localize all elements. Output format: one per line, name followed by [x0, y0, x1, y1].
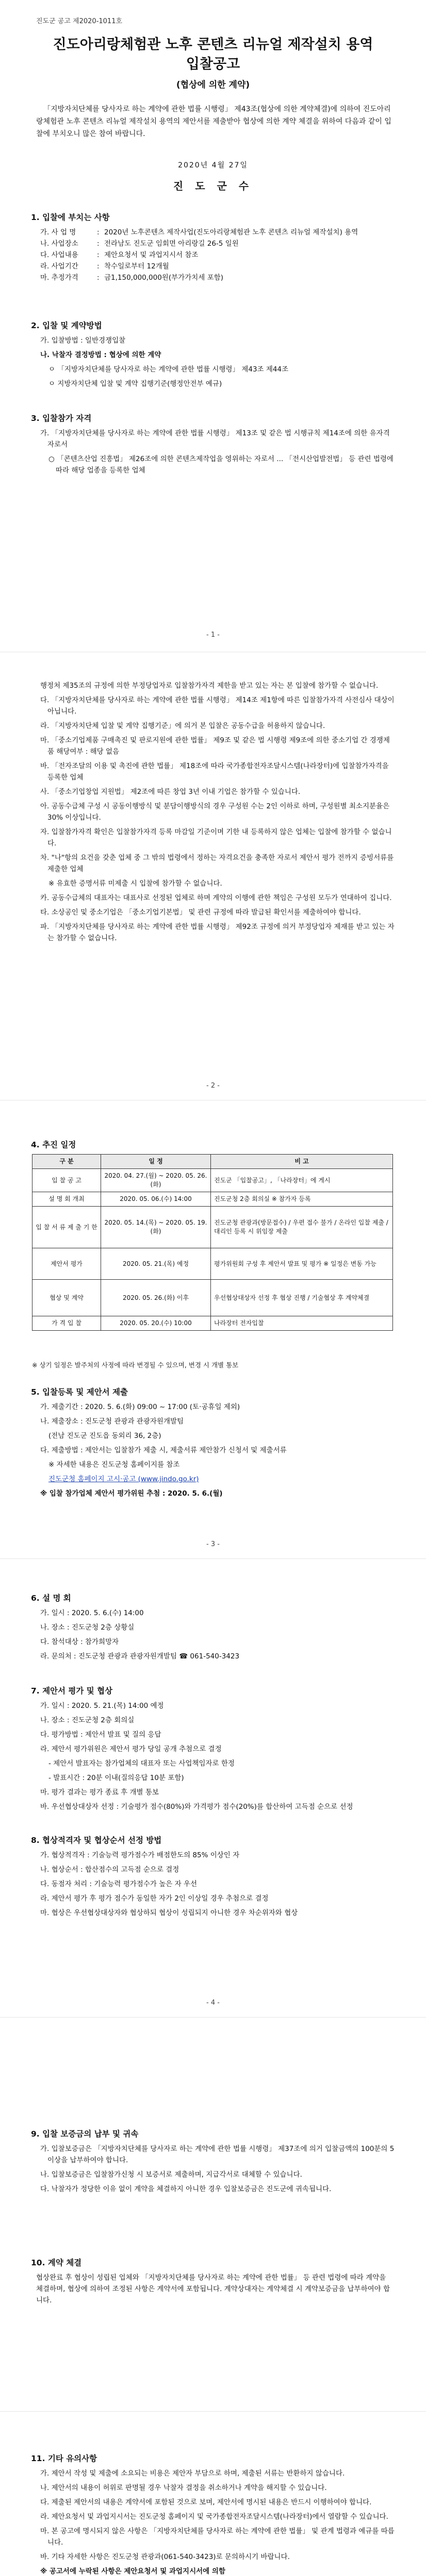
list-item: 나. 장소 : 진도군청 2층 회의실 [40, 1716, 135, 1724]
column-header: 일 정 [101, 1155, 211, 1169]
column-header: 구 분 [32, 1155, 101, 1169]
section-10-title: 10. 계약 체결 [31, 2258, 82, 2267]
list-item: 가. 「지방자치단체를 당사자로 하는 계약에 관한 법률 시행령」 제13조 및 같은 법 시행규칙 제14조에 의한 유자격자로서 [40, 429, 390, 449]
section-8-title: 8. 협상적격자 및 협상순서 선정 방법 [31, 1836, 162, 1845]
section-11-list [40, 2468, 396, 2576]
section-9-list [40, 2143, 396, 2198]
section-5-list [40, 1401, 396, 1502]
list-item: 가. 입찰보증금은 「지방자치단체를 당사자로 하는 계약에 관한 법률 시행령」 제37조에 의거 입찰금액의 100분의 5 이상을 납부하여야 합니다. [40, 2145, 395, 2164]
document-subtitle: (협상에 의한 계약) [176, 80, 250, 90]
list-item: 나. 사업장소 : 전라남도 진도군 임회면 아리랑길 26-5 일원 [40, 240, 239, 248]
table-cell: 진도군청 관광과(방문접수) / 우편 접수 불가 / 온라인 입찰 제출 / 대리인 등록 시 위임장 제출 [211, 1207, 393, 1248]
list-item: 나. 제안서의 내용이 허위로 판명될 경우 낙찰자 결정을 취소하거나 계약을 해지할 수 있습니다. [40, 2484, 327, 2492]
table-cell: 나라장터 전자입찰 [211, 1316, 393, 1331]
list-item: 가. 제안서 작성 및 제출에 소요되는 비용은 제안자 부담으로 하며, 제출된 서류는 반환하지 않습니다. [40, 2469, 345, 2478]
table-row [32, 1280, 393, 1316]
list-item: 나. 장소 : 진도군청 2층 상황실 [40, 1623, 135, 1632]
list-item: 바. 「전자조달의 이용 및 촉진에 관한 법률」 제18조에 따라 국가종합전자조달시스템(나라장터)에 입찰참가자격을 등록한 업체 [40, 762, 389, 782]
section-7-list [40, 1700, 396, 1816]
list-item: 가. 협상적격자 : 기술능력 평가점수가 배점한도의 85% 이상인 자 [40, 1851, 240, 1859]
list-item: 바. 기타 자세한 사항은 진도군청 관광과(061-540-3423)로 문의하시기 바랍니다. [40, 2553, 290, 2561]
table-row [32, 1248, 393, 1280]
final-note: ※ 공고서에 누락된 사항은 제안요청서 및 과업지시서에 의함 [40, 2567, 226, 2575]
section-6-list [40, 1607, 396, 1665]
list-item: 다. 참석대상 : 참가희망자 [40, 1638, 119, 1646]
title-line-1: 진도아리랑체험관 노후 콘텐츠 리뉴얼 제작설치 용역 [53, 37, 373, 53]
list-item: 다. 「지방자치단체를 당사자로 하는 계약에 관한 법률 시행령」 제14조 제1항에 따른 입찰참가자격 사전심사 대상이 아닙니다. [40, 696, 395, 716]
page-number: - 4 - [206, 1999, 220, 2007]
list-item: - 제안서 발표자는 참가업체의 대표자 또는 사업책임자로 한정 [48, 1759, 235, 1768]
list-item: 자. 입찰참가자격 확인은 입찰참가자격 등록 마감일 기준이며 기한 내 등록하지 않은 업체는 입찰에 참가할 수 없습니다. [40, 828, 392, 848]
table-header-row [32, 1155, 393, 1169]
list-item: 마. 「중소기업제품 구매촉진 및 판로지원에 관한 법률」 제9조 및 같은 법 시행령 제9조에 의한 중소기업 간 경쟁제품 해당여부 : 해당 없음 [40, 736, 390, 756]
page-number: - 1 - [206, 631, 220, 639]
table-cell: 2020. 05. 21.(목) 예정 [101, 1248, 211, 1280]
homepage-link[interactable]: 진도군청 홈페이지 고시·공고 (www.jindo.go.kr) [48, 1475, 199, 1483]
page-divider [0, 2411, 426, 2412]
table-cell: 진도군청 2층 회의실 ※ 참가자 등록 [211, 1192, 393, 1207]
list-item: ○ 「콘텐츠산업 진흥법」 제26조에 의한 콘텐츠제작업을 영위하는 자로서 ... 「전시산업발전법」 등 관련 법령에 따라 해당 업종을 등록한 업체 [48, 455, 394, 474]
section-6-title: 6. 설 명 회 [31, 1594, 71, 1603]
list-item: 가. 일시 : 2020. 5. 21.(목) 14:00 예정 [40, 1702, 164, 1710]
list-item: 사. 「중소기업창업 지원법」 제2조에 따른 창업 3년 이내 기업은 참가할 수 있습니다. [40, 788, 301, 796]
list-item: 행정처 제35조의 규정에 의한 부정당업자로 입찰참가자격 제한을 받고 있는 자는 본 입찰에 참가할 수 없습니다. [40, 682, 379, 690]
contract-paragraph: 협상완료 후 협상이 성립된 업체와 「지방자치단체를 당사자로 하는 계약에 관한 법률」 등 관련 법령에 따라 계약을 체결하며, 협상에 의하여 조정된 사항은 계약서에 포함됩니다. 계약상대자는 계약체결 시 계약보증금을 납부하여야 합니다. [36, 2274, 390, 2304]
table-cell: 진도군 「입찰공고」, 「나라장터」에 게시 [211, 1169, 393, 1192]
table-cell: 우선협상대상자 선정 후 협상 진행 / 기술협상 후 계약체결 [211, 1280, 393, 1316]
list-item: 가. 제출기간 : 2020. 5. 6.(화) 09:00 ~ 17:00 (토·공휴일 제외) [40, 1403, 240, 1411]
section-10-text [36, 2272, 392, 2309]
list-item: 아. 공동수급체 구성 시 공동이행방식 및 분담이행방식의 경우 구성원 수는 2인 이하로 하며, 구성원별 최소지분율은 30% 이상입니다. [40, 802, 390, 822]
table-cell: 2020. 05. 06.(수) 14:00 [101, 1192, 211, 1207]
section-1-list [40, 227, 396, 283]
section-5-title: 5. 입찰등록 및 제안서 제출 [31, 1387, 128, 1397]
list-item: (전남 진도군 진도읍 동외리 36, 2층) [48, 1432, 161, 1440]
list-item: 다. 제출방법 : 제안서는 입찰참가 제출 시, 제출서류 제안참가 신청서 및 제출서류 [40, 1446, 287, 1454]
list-item: 마. 평가 결과는 평가 종료 후 개별 통보 [40, 1788, 159, 1797]
list-item: 마. 본 공고에 명시되지 않은 사항은 「지방자치단체를 당사자로 하는 계약에 관한 법률」 및 관계 법령과 예규를 따릅니다. [40, 2527, 395, 2547]
list-item: 가. 입찰방법 : 일반경쟁입찰 [40, 336, 126, 345]
list-item: 카. 공동수급체의 대표자는 대표사로 선정된 업체로 하며 계약의 이행에 관한 책임은 구성원 모두가 연대하여 집니다. [40, 894, 392, 902]
section-1-title: 1. 입찰에 부치는 사항 [31, 213, 110, 222]
column-header: 비 고 [211, 1155, 393, 1169]
section-2-list [40, 335, 396, 393]
list-item: 나. 협상순서 : 합산점수의 고득점 순으로 결정 [40, 1866, 179, 1874]
section-8-list [40, 1850, 396, 1922]
table-cell: 입 찰 공 고 [32, 1169, 101, 1192]
section-11-title: 11. 기타 유의사항 [31, 2454, 97, 2463]
table-row [32, 1316, 393, 1331]
table-cell: 2020. 05. 26.(화) 이후 [101, 1280, 211, 1316]
section-2-title: 2. 입찰 및 계약방법 [31, 321, 102, 330]
list-item: 차. "나"항의 요건을 갖춘 업체 중 그 밖의 법령에서 정하는 자격요건을 충족한 자로서 제안서 평가 전까지 증빙서류를 제출한 업체 [40, 854, 394, 873]
issuer-name: 진 도 군 수 [173, 180, 253, 192]
list-item: 라. 제안서 평가위원은 제안서 평가 당일 공개 추첨으로 결정 [40, 1745, 222, 1753]
table-cell: 입 찰 서 류 제 출 기 한 [32, 1207, 101, 1248]
list-item: 라. 제안요청서 및 과업지시서는 진도군청 홈페이지 및 국가종합전자조달시스템(나라장터)에서 열람할 수 있습니다. [40, 2513, 388, 2521]
list-item: 마. 추정가격 : 금1,150,000,000원(부가가치세 포함) [40, 274, 223, 282]
document-title [0, 35, 426, 74]
list-item: 라. 「지방자치단체 입찰 및 계약 집행기준」에 의거 본 입찰은 공동수급을 허용하지 않습니다. [40, 722, 325, 730]
section-7-title: 7. 제안서 평가 및 협상 [31, 1686, 113, 1696]
schedule-note: ※ 상기 일정은 발주처의 사정에 따라 변경될 수 있으며, 변경 시 개별 통보 [32, 1361, 239, 1369]
section-9-title: 9. 입찰 보증금의 납부 및 귀속 [31, 2129, 139, 2139]
list-item: 타. 소상공인 및 중소기업은 「중소기업기본법」 및 관련 규정에 따라 발급된 확인서를 제출하여야 합니다. [40, 908, 361, 917]
table-row [32, 1207, 393, 1248]
announcement-date: 2020년 4월 27일 [178, 161, 248, 170]
list-item: - 발표시간 : 20분 이내(질의응답 10분 포함) [48, 1774, 184, 1782]
list-item: 나. 제출장소 : 진도군청 관광과 관광자원개발팀 [40, 1417, 184, 1426]
list-item: 라. 문의처 : 진도군청 관광과 관광자원개발팀 ☎ 061-540-3423 [40, 1652, 240, 1660]
table-cell: 가 격 입 찰 [32, 1316, 101, 1331]
list-item: 라. 사업기간 : 착수일로부터 12개월 [40, 262, 169, 270]
table-row [32, 1169, 393, 1192]
table-cell: 평가위원회 구성 후 제안서 발표 및 평가 ※ 일정은 변동 가능 [211, 1248, 393, 1280]
list-item: 다. 낙찰자가 정당한 이유 없이 계약을 체결하지 아니한 경우 입찰보증금은 진도군에 귀속됩니다. [40, 2185, 332, 2193]
list-item: 가. 사 업 명 : 2020년 노후콘텐츠 제작사업(진도아리랑체험관 노후 콘텐츠 리뉴얼 제작설치) 용역 [40, 228, 358, 236]
table-cell: 2020. 05. 14.(목) ~ 2020. 05. 19.(화) [101, 1207, 211, 1248]
page-number: - 2 - [206, 1082, 220, 1090]
list-item: ㅇ 지방자치단체 입찰 및 계약 집행기준(행정안전부 예규) [48, 380, 222, 388]
list-item: 나. 낙찰자 결정방법 : 협상에 의한 계약 [40, 351, 161, 359]
section-3-title: 3. 입찰참가 자격 [31, 414, 92, 423]
list-item: 라. 제안서 평가 후 평가 점수가 동일한 자가 2인 이상일 경우 추첨으로 결정 [40, 1894, 269, 1903]
table-cell: 제안서 평가 [32, 1248, 101, 1280]
schedule-table [32, 1154, 393, 1331]
list-item: 다. 동점자 처리 : 기술능력 평가점수가 높은 자 우선 [40, 1880, 197, 1888]
intro-paragraph: 「지방자치단체를 당사자로 하는 계약에 관한 법률 시행령」 제43조(협상에 의한 계약체결)에 의하여 진도아리랑체험관 노후 콘텐츠 리뉴얼 제작설치 용역의 제안서를 제출받아 협상에 의한 계약 체결을 위하여 다음과 같이 입찰에 부치오니 많은 참여 바랍니다. [36, 105, 391, 138]
list-item: 다. 제출된 제안서의 내용은 계약서에 포함된 것으로 보며, 제안서에 명시된 내용은 반드시 이행하여야 합니다. [40, 2498, 372, 2506]
list-item: 파. 「지방자치단체를 당사자로 하는 계약에 관한 법률 시행령」 제92조 규정에 의거 부정당업자 제재를 받고 있는 자는 참가할 수 없습니다. [40, 923, 395, 942]
list-item: ※ 입찰 참가업체 제안서 평가위원 추첨 : 2020. 5. 6.(월) [40, 1489, 223, 1498]
list-item: 다. 평가방법 : 제안서 발표 및 질의 응답 [40, 1731, 161, 1739]
list-item: 마. 협상은 우선협상대상자와 협상하되 협상이 성립되지 아니한 경우 차순위자와 협상 [40, 1909, 298, 1917]
notice-number: 진도군 공고 제2020-1011호 [36, 18, 123, 25]
section-4-title: 4. 추진 일정 [31, 1140, 76, 1149]
list-item: ㅇ 「지방자치단체를 당사자로 하는 계약에 관한 법률 시행령」 제43조 제44조 [48, 365, 289, 374]
list-item: ※ 자세한 내용은 진도군청 홈페이지를 참조 [48, 1461, 180, 1469]
title-line-2: 입찰공고 [186, 56, 240, 72]
list-item: ※ 유효한 증명서류 미제출 시 입찰에 참가할 수 없습니다. [48, 879, 222, 888]
list-item: 다. 사업내용 : 제안요청서 및 과업지시서 참조 [40, 251, 199, 259]
table-cell: 협상 및 계약 [32, 1280, 101, 1316]
page-number: - 3 - [206, 1540, 220, 1548]
page-divider [0, 1558, 426, 1559]
section-3-list [40, 428, 396, 479]
table-cell: 설 명 회 개최 [32, 1192, 101, 1207]
list-item: 나. 입찰보증금은 입찰참가신청 시 보증서로 제출하며, 지급각서로 대체할 수 있습니다. [40, 2171, 302, 2179]
table-cell: 2020. 05. 20.(수) 10:00 [101, 1316, 211, 1331]
list-item: 가. 일시 : 2020. 5. 6.(수) 14:00 [40, 1609, 144, 1617]
list-item: 바. 우선협상대상자 선정 : 기술평가 점수(80%)와 가격평가 점수(20%)를 합산하여 고득점 순으로 선정 [40, 1803, 353, 1811]
page-divider [0, 2017, 426, 2018]
table-row [32, 1192, 393, 1207]
table-cell: 2020. 04. 27.(월) ~ 2020. 05. 26.(화) [101, 1169, 211, 1192]
section-3-continued-list [40, 680, 396, 947]
